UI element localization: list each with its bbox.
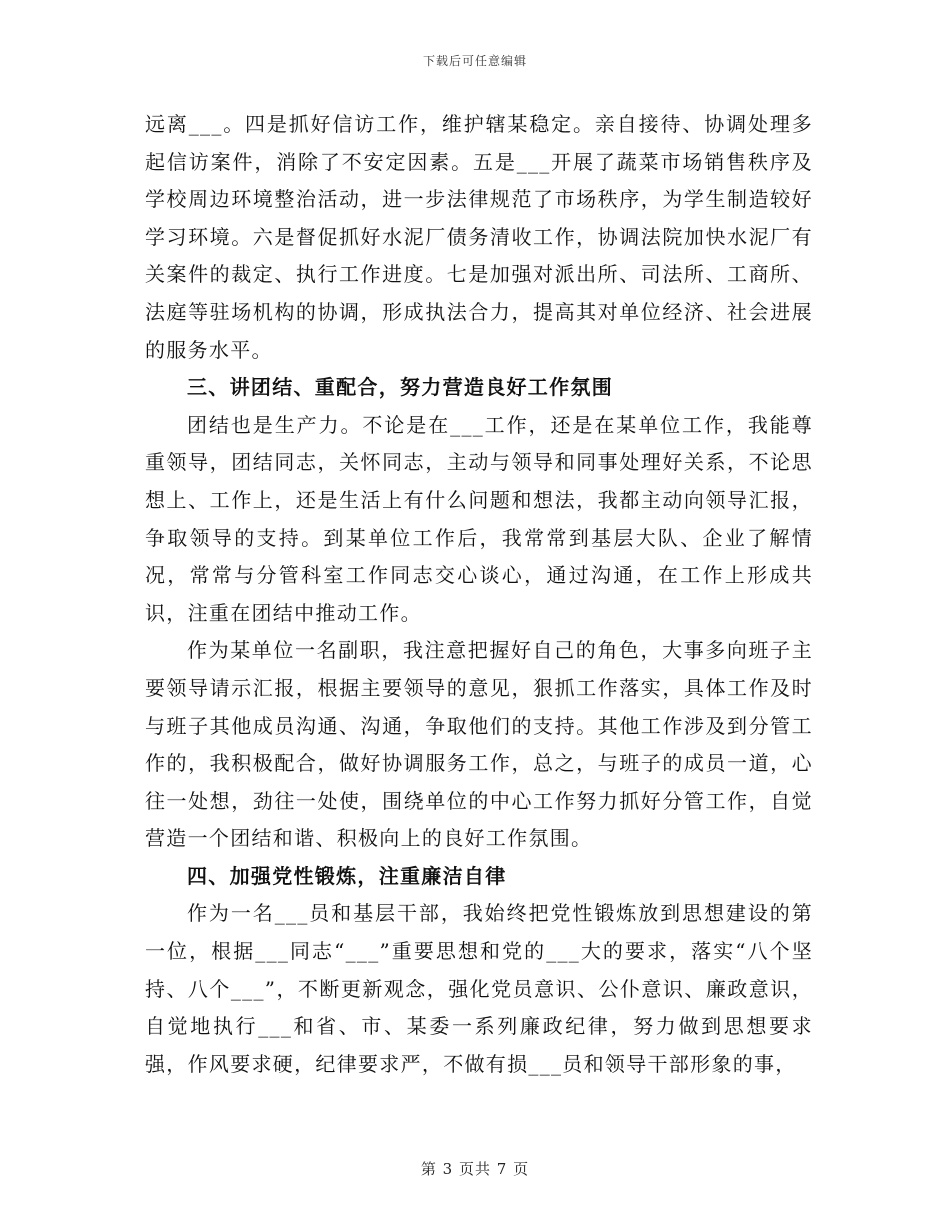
document-body <box>145 106 813 1083</box>
section-heading-4: 四、加强党性锻炼，注重廉洁自律 <box>187 863 507 888</box>
paragraph-deputy-role: 作为某单位一名副职，我注意把握好自己的角色，大事多向班子主要领导请示汇报，根据主要领导的意见，狠抓工作落实，具体工作及时与班子其他成员沟通、沟通，争取他们的支持。其他工作涉及到分管工作的，我积极配合，做好协调服务工作，总之，与班子的成员一道，心往一处想，劲往一处使，围绕单位的中心工作努力抓好分管工作，自觉营造一个团结和谐、积极向上的良好工作氛围。 <box>145 638 813 851</box>
page-header-note: 下载后可任意编辑 <box>422 54 527 68</box>
paragraph-unity: 团结也是生产力。不论是在___工作，还是在某单位工作，我能尊重领导，团结同志，关怀同志，主动与领导和同事处理好关系，不论思想上、工作上，还是生活上有什么问题和想法，我都主动向领导汇报，争取领导的支持。到某单位工作后，我常常到基层大队、企业了解情况，常常与分管科室工作同志交心谈心，通过沟通，在工作上形成共识，注重在团结中推动工作。 <box>145 412 813 625</box>
paragraph-party-discipline: 作为一名___员和基层干部，我始终把党性锻炼放到思想建设的第一位，根据___同志“___”重要思想和党的___大的要求，落实“八个坚持、八个___”，不断更新观念，强化党员意识、公仆意识、廉政意识，自觉地执行___和省、市、某委一系列廉政纪律，努力做到思想要求强，作风要求硬，纪律要求严，不做有损___员和领导干部形象的事， <box>145 901 813 1076</box>
page-number: 第 3 页共 7 页 <box>420 1160 530 1178</box>
paragraph-continuation: 远离___。四是抓好信访工作，维护辖某稳定。亲自接待、协调处理多起信访案件，消除了不安定因素。五是___开展了蔬菜市场销售秩序及学校周边环境整治活动，进一步法律规范了市场秩序，为学生制造较好学习环境。六是督促抓好水泥厂债务清收工作，协调法院加快水泥厂有关案件的裁定、执行工作进度。七是加强对派出所、司法所、工商所、法庭等驻场机构的协调，形成执法合力，提高其对单位经济、社会进展的服务水平。 <box>145 112 813 362</box>
section-heading-3: 三、讲团结、重配合，努力营造良好工作氛围 <box>187 375 613 400</box>
